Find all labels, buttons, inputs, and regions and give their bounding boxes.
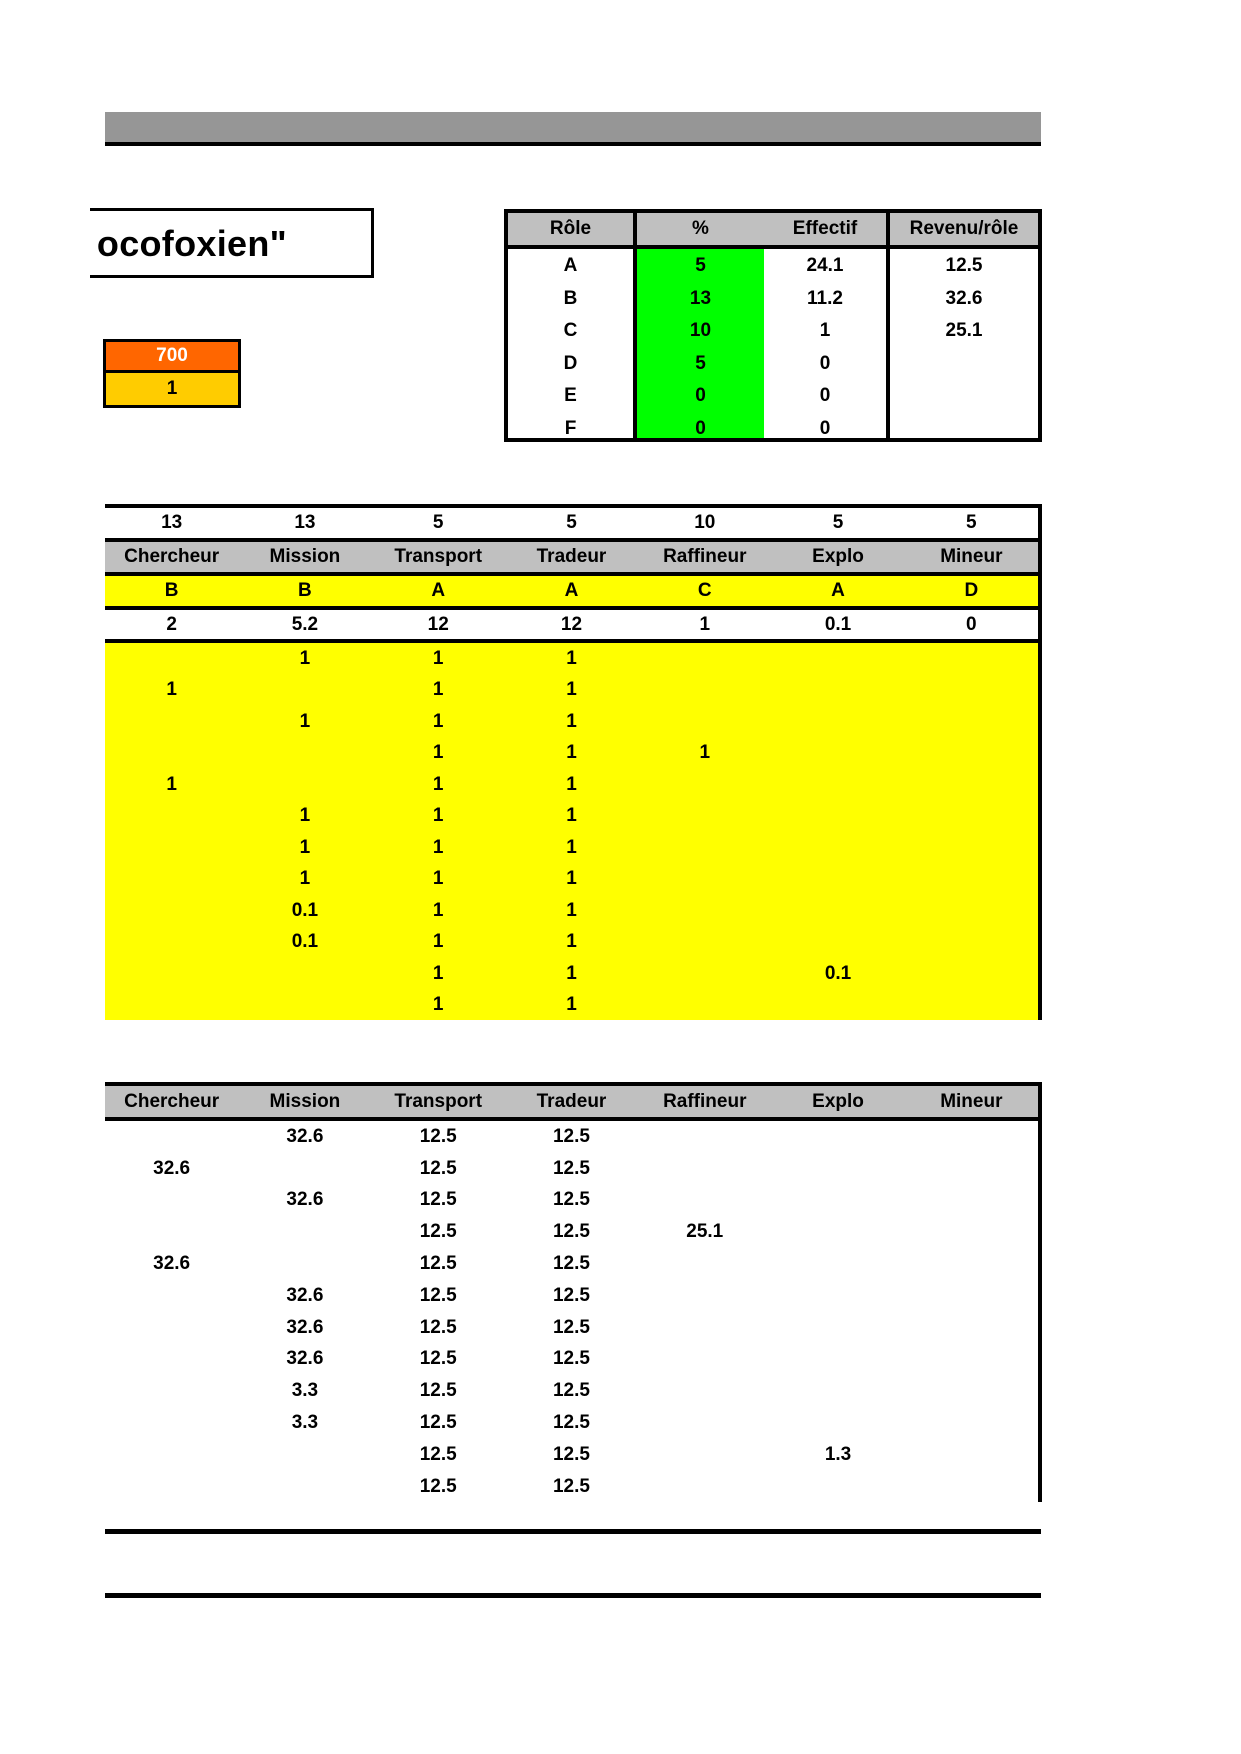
- activity-cell[interactable]: [638, 643, 771, 675]
- activity-cell[interactable]: [238, 769, 371, 801]
- divider-line: [105, 1529, 1041, 1534]
- role-effectif-cell[interactable]: 0: [819, 385, 831, 407]
- revenue-cell[interactable]: 12.5: [419, 1157, 457, 1179]
- activity-cell[interactable]: [771, 738, 904, 770]
- table-row: [105, 927, 1038, 959]
- revenue-cell[interactable]: [771, 1153, 904, 1185]
- revenue-cell[interactable]: [638, 1407, 771, 1439]
- value-cell[interactable]: 0: [966, 613, 977, 635]
- role-letter-cell[interactable]: A: [831, 580, 845, 601]
- activity-cell[interactable]: 1: [166, 679, 177, 701]
- column-header[interactable]: Chercheur: [124, 1090, 220, 1112]
- activity-cell[interactable]: 1: [299, 710, 311, 732]
- activity-cell[interactable]: [638, 958, 771, 990]
- table-row: [105, 1312, 1038, 1344]
- role-role-cell[interactable]: F: [564, 417, 577, 439]
- revenue-cell[interactable]: [105, 1407, 238, 1439]
- revenue-cell[interactable]: [105, 1121, 238, 1153]
- role-effectif-cell[interactable]: 24.1: [806, 255, 844, 277]
- activity-cell[interactable]: 1: [566, 836, 577, 858]
- revenue-cell[interactable]: 12.5: [419, 1189, 457, 1211]
- revenue-cell[interactable]: [905, 1185, 1038, 1217]
- revenue-cell[interactable]: 32.6: [286, 1348, 324, 1370]
- revenue-cell[interactable]: [638, 1121, 771, 1153]
- revenue-cell[interactable]: [771, 1375, 904, 1407]
- column-header[interactable]: Mineur: [940, 546, 1003, 567]
- revenue-cell[interactable]: 3.3: [291, 1380, 319, 1402]
- column-header[interactable]: Explo: [812, 546, 864, 567]
- revenue-cell[interactable]: 12.5: [552, 1221, 590, 1243]
- activity-cell[interactable]: [771, 675, 904, 707]
- divider-line: [105, 1593, 1041, 1598]
- role-revenu-cell[interactable]: [890, 380, 1038, 413]
- activity-cell[interactable]: [105, 801, 238, 833]
- revenue-cell[interactable]: [905, 1375, 1038, 1407]
- table-row: [105, 1248, 1038, 1280]
- revenue-cell[interactable]: [905, 1216, 1038, 1248]
- activity-cell[interactable]: [905, 958, 1038, 990]
- revenue-cell[interactable]: 12.5: [552, 1348, 590, 1370]
- revenue-cell[interactable]: 12.5: [552, 1253, 590, 1275]
- activity-table: [105, 504, 1042, 1020]
- activity-cell[interactable]: 1: [432, 836, 444, 858]
- revenue-cell[interactable]: [238, 1471, 371, 1503]
- value-cell[interactable]: 12: [427, 613, 449, 635]
- role-revenu-cell[interactable]: 25.1: [945, 320, 983, 342]
- role-table: [504, 209, 1042, 442]
- role-pct-cell[interactable]: 10: [689, 320, 712, 342]
- top-value-cell[interactable]: 13: [161, 512, 183, 533]
- activity-cell[interactable]: [638, 675, 771, 707]
- revenue-cell[interactable]: 1.3: [824, 1443, 852, 1465]
- activity-cell[interactable]: 1: [299, 836, 311, 858]
- table-row: [105, 958, 1038, 990]
- activity-cell[interactable]: 1: [299, 805, 311, 827]
- activity-cell[interactable]: [638, 832, 771, 864]
- activity-cell[interactable]: 1: [566, 931, 577, 953]
- revenue-cell[interactable]: [905, 1312, 1038, 1344]
- values-row: [105, 610, 1038, 639]
- activity-cell[interactable]: 1: [432, 773, 444, 795]
- activity-cell[interactable]: 1: [566, 647, 577, 669]
- activity-cell[interactable]: [238, 990, 371, 1022]
- activity-cell[interactable]: 1: [166, 773, 177, 795]
- role-role-cell[interactable]: B: [563, 287, 578, 309]
- role-pct-cell[interactable]: 5: [695, 352, 706, 374]
- revenue-cell[interactable]: 12.5: [552, 1316, 590, 1338]
- activity-cell[interactable]: [771, 706, 904, 738]
- activity-cell[interactable]: 1: [432, 805, 444, 827]
- header-effectif: Effectif: [792, 218, 858, 239]
- activity-cell[interactable]: [771, 895, 904, 927]
- revenue-cell[interactable]: [638, 1439, 771, 1471]
- revenue-cell[interactable]: [238, 1248, 371, 1280]
- header-revenu: Revenu/rôle: [909, 218, 1019, 239]
- revenue-cell[interactable]: [905, 1344, 1038, 1376]
- activity-cell[interactable]: [638, 864, 771, 896]
- role-revenu-cell[interactable]: 12.5: [945, 255, 983, 277]
- activity-cell[interactable]: 1: [566, 994, 577, 1016]
- activity-cell[interactable]: [105, 927, 238, 959]
- role-pct-cell[interactable]: 5: [695, 255, 706, 277]
- activity-cell[interactable]: [771, 769, 904, 801]
- activity-cell[interactable]: 0.1: [291, 899, 319, 921]
- top-value-cell[interactable]: 10: [694, 512, 716, 533]
- column-header[interactable]: Raffineur: [663, 1090, 747, 1112]
- column-header[interactable]: Mission: [269, 1090, 341, 1112]
- column-header[interactable]: Mineur: [940, 1090, 1003, 1112]
- activity-cell[interactable]: [238, 958, 371, 990]
- activity-cell[interactable]: [238, 675, 371, 707]
- revenue-cell[interactable]: 12.5: [552, 1189, 590, 1211]
- revenue-cell[interactable]: [905, 1121, 1038, 1153]
- revenue-cell[interactable]: [105, 1216, 238, 1248]
- table-row: [105, 769, 1038, 801]
- revenue-cell[interactable]: 12.5: [419, 1380, 457, 1402]
- revenue-cell[interactable]: 12.5: [552, 1125, 590, 1147]
- activity-cell[interactable]: 1: [432, 994, 444, 1016]
- activity-cell[interactable]: 0.1: [824, 962, 852, 984]
- activity-cell[interactable]: [771, 643, 904, 675]
- activity-cell[interactable]: [905, 643, 1038, 675]
- revenue-cell[interactable]: [638, 1375, 771, 1407]
- role-role-cell[interactable]: D: [563, 352, 578, 374]
- revenue-cell[interactable]: [771, 1216, 904, 1248]
- activity-cell[interactable]: 1: [566, 773, 577, 795]
- revenue-cell[interactable]: [105, 1344, 238, 1376]
- role-letter-cell[interactable]: D: [964, 580, 979, 601]
- table-row: [105, 990, 1038, 1022]
- activity-cell[interactable]: 1: [699, 742, 711, 764]
- activity-cell[interactable]: 1: [566, 899, 577, 921]
- activity-cell[interactable]: [105, 706, 238, 738]
- activity-cell[interactable]: [105, 990, 238, 1022]
- top-value-cell[interactable]: 5: [566, 512, 577, 533]
- top-value-cell[interactable]: 5: [432, 512, 444, 533]
- role-role-cell[interactable]: A: [563, 255, 578, 277]
- revenue-body: [105, 1121, 1038, 1502]
- role-pct-cell[interactable]: 0: [695, 385, 706, 407]
- revenue-cell[interactable]: 12.5: [552, 1157, 590, 1179]
- value-cell[interactable]: 12: [560, 613, 583, 635]
- activity-cell[interactable]: 1: [432, 647, 444, 669]
- activity-cell[interactable]: [771, 927, 904, 959]
- activity-cell[interactable]: [905, 706, 1038, 738]
- revenue-cell[interactable]: 12.5: [419, 1475, 457, 1497]
- activity-cell[interactable]: 1: [566, 805, 577, 827]
- table-row: [105, 738, 1038, 770]
- revenue-cell[interactable]: 12.5: [419, 1316, 457, 1338]
- activity-cell[interactable]: 1: [566, 742, 577, 764]
- activity-cell[interactable]: [638, 927, 771, 959]
- revenue-cell[interactable]: 12.5: [552, 1475, 590, 1497]
- role-pct-cell[interactable]: 13: [689, 287, 712, 309]
- column-header[interactable]: Chercheur: [124, 546, 220, 567]
- activity-cell[interactable]: 1: [566, 868, 577, 890]
- revenue-cell[interactable]: 25.1: [686, 1221, 724, 1243]
- column-header[interactable]: Transport: [394, 1090, 483, 1112]
- revenue-cell[interactable]: [638, 1312, 771, 1344]
- revenue-cell[interactable]: [238, 1439, 371, 1471]
- activity-cell[interactable]: [638, 706, 771, 738]
- revenue-cell[interactable]: [638, 1344, 771, 1376]
- role-pct-cell[interactable]: 0: [695, 417, 706, 439]
- activity-cell[interactable]: [905, 832, 1038, 864]
- role-effectif-cell[interactable]: 1: [819, 320, 831, 342]
- activity-cell[interactable]: 1: [432, 931, 444, 953]
- activity-cell[interactable]: [905, 990, 1038, 1022]
- revenue-cell[interactable]: 12.5: [419, 1284, 457, 1306]
- table-row: [105, 801, 1038, 833]
- activity-cell[interactable]: 1: [566, 710, 577, 732]
- table-row: [105, 1121, 1038, 1153]
- revenue-cell[interactable]: [905, 1248, 1038, 1280]
- top-value-cell[interactable]: 5: [832, 512, 844, 533]
- activity-cell[interactable]: [105, 643, 238, 675]
- activity-cell[interactable]: [105, 832, 238, 864]
- revenue-cell[interactable]: [238, 1216, 371, 1248]
- column-header[interactable]: Mission: [269, 546, 341, 567]
- activity-cell[interactable]: 1: [432, 710, 444, 732]
- revenue-cell[interactable]: [238, 1153, 371, 1185]
- table-row: [105, 895, 1038, 927]
- table-row: [105, 864, 1038, 896]
- role-letter-cell[interactable]: B: [164, 580, 179, 601]
- activity-cell[interactable]: [905, 801, 1038, 833]
- activity-cell[interactable]: [905, 895, 1038, 927]
- value-cell[interactable]: 1: [699, 613, 711, 635]
- activity-cell[interactable]: [105, 864, 238, 896]
- column-header[interactable]: Tradeur: [536, 546, 607, 567]
- revenue-cell[interactable]: [105, 1312, 238, 1344]
- revenue-cell[interactable]: 12.5: [419, 1348, 457, 1370]
- table-row: [105, 1344, 1038, 1376]
- revenue-cell[interactable]: [638, 1280, 771, 1312]
- table-row: [105, 1471, 1038, 1503]
- revenue-cell[interactable]: [638, 1471, 771, 1503]
- revenue-cell[interactable]: 32.6: [286, 1189, 324, 1211]
- revenue-cell[interactable]: [771, 1471, 904, 1503]
- role-letter-cell[interactable]: C: [697, 580, 712, 601]
- revenue-cell[interactable]: [105, 1280, 238, 1312]
- activity-cell[interactable]: [638, 990, 771, 1022]
- revenue-cell[interactable]: [905, 1153, 1038, 1185]
- table-row: [105, 675, 1038, 707]
- top-values-row: [105, 508, 1038, 538]
- column-header[interactable]: Raffineur: [663, 546, 747, 567]
- table-row: [105, 1375, 1038, 1407]
- column-header[interactable]: Explo: [812, 1090, 864, 1112]
- revenue-cell[interactable]: [905, 1407, 1038, 1439]
- activity-cell[interactable]: [105, 958, 238, 990]
- revenue-cell[interactable]: [905, 1439, 1038, 1471]
- activity-header-row: [105, 542, 1038, 572]
- revenue-cell[interactable]: 12.5: [552, 1412, 590, 1434]
- activity-cell[interactable]: [638, 895, 771, 927]
- activity-cell[interactable]: [771, 801, 904, 833]
- activity-cell[interactable]: 1: [432, 868, 444, 890]
- revenue-cell[interactable]: 32.6: [286, 1316, 324, 1338]
- role-role-cell[interactable]: C: [563, 320, 578, 342]
- table-row: [105, 706, 1038, 738]
- table-row: [105, 1407, 1038, 1439]
- activity-cell[interactable]: [638, 801, 771, 833]
- activity-cell[interactable]: 1: [299, 868, 311, 890]
- activity-cell[interactable]: 1: [432, 899, 444, 921]
- value-cell[interactable]: 5.2: [291, 613, 319, 635]
- param-yellow-cell[interactable]: 1: [106, 373, 238, 405]
- activity-cell[interactable]: 1: [432, 962, 444, 984]
- activity-cell[interactable]: [905, 769, 1038, 801]
- revenue-cell[interactable]: [105, 1439, 238, 1471]
- role-revenu-cell[interactable]: [890, 413, 1038, 446]
- role-letter-cell[interactable]: A: [431, 580, 446, 601]
- activity-cell[interactable]: [771, 832, 904, 864]
- activity-cell[interactable]: [905, 675, 1038, 707]
- revenue-cell[interactable]: [905, 1471, 1038, 1503]
- table-row: [105, 643, 1038, 675]
- activity-cell[interactable]: 1: [432, 679, 444, 701]
- table-row: [105, 1280, 1038, 1312]
- revenue-cell[interactable]: 3.3: [291, 1412, 319, 1434]
- revenue-header-row: [105, 1086, 1038, 1117]
- table-row: [105, 1153, 1038, 1185]
- activity-cell[interactable]: 1: [432, 742, 444, 764]
- column-header[interactable]: Tradeur: [536, 1090, 607, 1112]
- revenue-cell[interactable]: 12.5: [419, 1443, 457, 1465]
- revenue-cell[interactable]: [105, 1375, 238, 1407]
- revenue-cell[interactable]: 12.5: [419, 1125, 457, 1147]
- header-banner: [105, 112, 1041, 146]
- param-orange-cell[interactable]: 700: [106, 342, 238, 373]
- revenue-cell[interactable]: [771, 1121, 904, 1153]
- page-title: ocofoxien": [96, 223, 287, 264]
- param-cells: [103, 339, 241, 408]
- title-box: [90, 208, 374, 278]
- role-revenu-cell[interactable]: [890, 348, 1038, 381]
- roles-row: [105, 576, 1038, 606]
- revenue-cell[interactable]: [771, 1312, 904, 1344]
- top-value-cell[interactable]: 13: [294, 512, 316, 533]
- role-letter-cell[interactable]: A: [564, 580, 579, 601]
- revenue-cell[interactable]: [771, 1344, 904, 1376]
- role-effectif-cell[interactable]: 0: [819, 417, 831, 439]
- table-row: [105, 832, 1038, 864]
- revenue-cell[interactable]: 12.5: [419, 1221, 457, 1243]
- table-row: [105, 1439, 1038, 1471]
- column-header[interactable]: Transport: [394, 546, 483, 567]
- activity-cell[interactable]: [905, 864, 1038, 896]
- revenue-cell[interactable]: 12.5: [419, 1412, 457, 1434]
- activity-cell[interactable]: [638, 769, 771, 801]
- revenue-cell[interactable]: [771, 1280, 904, 1312]
- revenue-cell[interactable]: [105, 1185, 238, 1217]
- role-effectif-cell[interactable]: 11.2: [807, 287, 843, 309]
- activity-cell[interactable]: [905, 738, 1038, 770]
- value-cell[interactable]: 2: [166, 613, 177, 635]
- activity-cell[interactable]: [105, 895, 238, 927]
- role-role-cell[interactable]: E: [564, 385, 577, 407]
- revenue-cell[interactable]: 32.6: [286, 1284, 324, 1306]
- revenue-cell[interactable]: [905, 1280, 1038, 1312]
- revenue-cell[interactable]: [105, 1471, 238, 1503]
- activity-cell[interactable]: 1: [566, 679, 577, 701]
- revenue-cell[interactable]: [771, 1407, 904, 1439]
- activity-cell[interactable]: 0.1: [291, 931, 319, 953]
- revenue-cell[interactable]: 12.5: [552, 1380, 590, 1402]
- activity-cell[interactable]: 1: [299, 647, 311, 669]
- role-effectif-cell[interactable]: 0: [819, 352, 831, 374]
- role-revenu-cell[interactable]: 32.6: [945, 287, 983, 309]
- revenue-cell[interactable]: [638, 1185, 771, 1217]
- revenue-cell[interactable]: [771, 1248, 904, 1280]
- value-cell[interactable]: 0.1: [824, 613, 852, 635]
- role-letter-cell[interactable]: B: [298, 580, 312, 601]
- activity-cell[interactable]: [771, 990, 904, 1022]
- activity-cell[interactable]: [771, 864, 904, 896]
- revenue-cell[interactable]: 12.5: [419, 1253, 457, 1275]
- top-value-cell[interactable]: 5: [966, 512, 977, 533]
- revenue-cell[interactable]: 32.6: [286, 1125, 324, 1147]
- revenue-cell[interactable]: [638, 1248, 771, 1280]
- revenue-cell[interactable]: [771, 1185, 904, 1217]
- activity-body: [105, 643, 1038, 1020]
- revenue-cell[interactable]: [638, 1153, 771, 1185]
- header-pct: %: [692, 218, 709, 239]
- revenue-cell[interactable]: 32.6: [153, 1157, 191, 1179]
- revenue-cell[interactable]: 32.6: [153, 1253, 191, 1275]
- revenue-cell[interactable]: 12.5: [552, 1443, 590, 1465]
- revenue-table: [105, 1082, 1042, 1502]
- table-row: [105, 1216, 1038, 1248]
- activity-cell[interactable]: [905, 927, 1038, 959]
- activity-cell[interactable]: [238, 738, 371, 770]
- activity-cell[interactable]: 1: [566, 962, 577, 984]
- header-role: Rôle: [549, 218, 592, 239]
- activity-cell[interactable]: [105, 738, 238, 770]
- revenue-cell[interactable]: 12.5: [552, 1284, 590, 1306]
- table-row: [105, 1185, 1038, 1217]
